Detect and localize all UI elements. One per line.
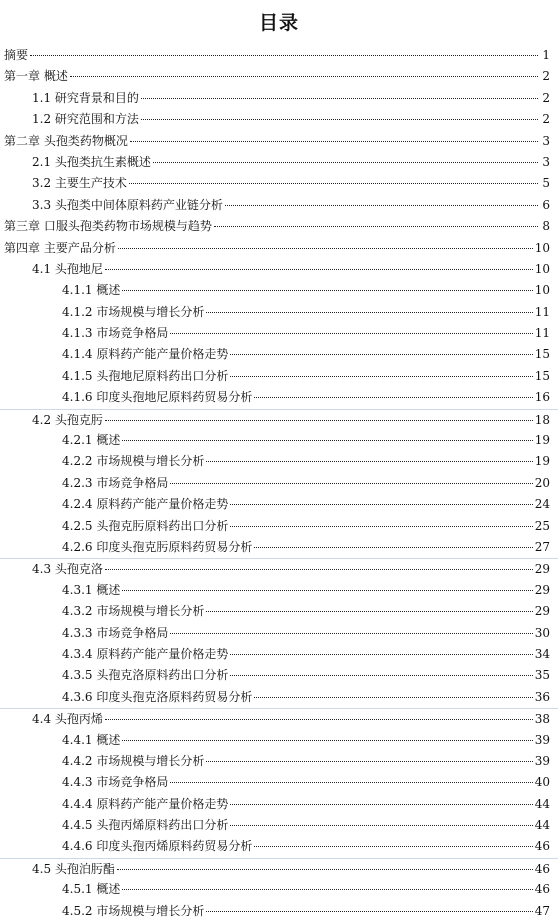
toc-entry-label: 4.3.3 市场竞争格局 bbox=[62, 625, 169, 640]
toc-entry[interactable] bbox=[0, 473, 558, 494]
toc-entry-label: 摘要 bbox=[4, 48, 29, 62]
toc-entry-label: 4.2.4 原料药产能产量价格走势 bbox=[62, 497, 229, 512]
toc-entry-page: 20 bbox=[534, 475, 550, 490]
toc-entry-page: 46 bbox=[534, 882, 550, 897]
toc-dot-leader bbox=[230, 354, 532, 355]
toc-dot-leader bbox=[141, 98, 538, 99]
toc-entry[interactable] bbox=[0, 323, 558, 344]
toc-dot-leader bbox=[122, 290, 532, 291]
toc-entry-page: 16 bbox=[534, 390, 550, 405]
toc-entry[interactable] bbox=[0, 88, 558, 109]
toc-dot-leader bbox=[122, 889, 532, 890]
toc-dot-leader bbox=[206, 611, 532, 612]
toc-entry-label: 4.1.4 原料药产能产量价格走势 bbox=[62, 347, 229, 362]
toc-entry-label: 4.3.5 头孢克洛原料药出口分析 bbox=[62, 668, 229, 683]
toc-dot-leader bbox=[170, 782, 532, 783]
toc-entry[interactable] bbox=[0, 558, 558, 579]
toc-entry-label: 4.4.2 市场规模与增长分析 bbox=[62, 753, 205, 768]
toc-dot-leader bbox=[105, 269, 533, 270]
toc-entry[interactable] bbox=[0, 665, 558, 686]
toc-entry-page: 25 bbox=[534, 518, 550, 533]
toc-dot-leader bbox=[225, 205, 538, 206]
toc-entry[interactable] bbox=[0, 537, 558, 558]
toc-entry[interactable] bbox=[0, 109, 558, 130]
toc-entry-page: 3 bbox=[542, 154, 550, 169]
toc-entry[interactable] bbox=[0, 836, 558, 857]
toc-entry-page: 15 bbox=[534, 347, 550, 362]
toc-entry[interactable] bbox=[0, 280, 558, 301]
toc-entry-page: 2 bbox=[542, 112, 550, 127]
toc-dot-leader bbox=[30, 55, 538, 56]
toc-entry-page: 19 bbox=[534, 433, 550, 448]
toc-entry[interactable] bbox=[0, 259, 558, 280]
toc-dot-leader bbox=[118, 248, 533, 249]
toc-entry-label: 3.3 头孢类中间体原料药产业链分析 bbox=[32, 197, 223, 212]
toc-dot-leader bbox=[122, 590, 532, 591]
toc-entry-label: 4.3.6 印度头孢克洛原料药贸易分析 bbox=[62, 689, 253, 704]
toc-entry-page: 46 bbox=[534, 839, 550, 854]
toc-dot-leader bbox=[170, 633, 532, 634]
toc-entry-label: 第三章 口服头孢类药物市场规模与趋势 bbox=[4, 219, 212, 234]
toc-dot-leader bbox=[206, 312, 532, 313]
toc-entry-page: 10 bbox=[534, 240, 550, 255]
toc-dot-leader bbox=[206, 911, 532, 912]
toc-entry[interactable] bbox=[0, 302, 558, 323]
toc-entry-label: 4.1 头孢地尼 bbox=[32, 261, 103, 276]
toc-entry-label: 4.2.1 概述 bbox=[62, 433, 121, 448]
toc-entry[interactable] bbox=[0, 687, 558, 708]
toc-entry-page: 27 bbox=[534, 539, 550, 554]
toc-entry-label: 4.2.5 头孢克肟原料药出口分析 bbox=[62, 518, 229, 533]
toc-entry-page: 36 bbox=[534, 689, 550, 704]
toc-entry-page: 34 bbox=[534, 646, 550, 661]
toc-entry-label: 4.4.6 印度头孢丙烯原料药贸易分析 bbox=[62, 839, 253, 854]
toc-entry[interactable] bbox=[0, 387, 558, 408]
toc-dot-leader bbox=[214, 226, 538, 227]
toc-entry[interactable] bbox=[0, 152, 558, 173]
toc-dot-leader bbox=[129, 183, 538, 184]
toc-entry-page: 35 bbox=[534, 668, 550, 683]
toc-dot-leader bbox=[105, 719, 533, 720]
toc-entry[interactable] bbox=[0, 623, 558, 644]
toc-entry-label: 4.3.1 概述 bbox=[62, 582, 121, 597]
toc-entry-page: 1 bbox=[542, 48, 550, 62]
toc-entry-label: 4.1.6 印度头孢地尼原料药贸易分析 bbox=[62, 390, 253, 405]
toc-dot-leader bbox=[170, 483, 532, 484]
toc-entry-label: 4.4.3 市场竞争格局 bbox=[62, 775, 169, 790]
toc-entry-page: 39 bbox=[534, 732, 550, 747]
toc-entry[interactable] bbox=[0, 238, 558, 259]
toc-entry[interactable] bbox=[0, 344, 558, 365]
toc-entry[interactable] bbox=[0, 173, 558, 194]
toc-list bbox=[0, 45, 558, 922]
toc-title: 目录 bbox=[258, 12, 299, 34]
toc-entry-label: 4.3 头孢克洛 bbox=[32, 562, 103, 577]
toc-entry[interactable] bbox=[0, 430, 558, 451]
toc-dot-leader bbox=[105, 569, 533, 570]
toc-entry-label: 1.1 研究背景和目的 bbox=[32, 90, 139, 105]
toc-entry[interactable] bbox=[0, 901, 558, 922]
toc-entry[interactable] bbox=[0, 772, 558, 793]
toc-entry[interactable] bbox=[0, 366, 558, 387]
toc-entry-page: 44 bbox=[534, 818, 550, 833]
toc-entry-page: 6 bbox=[542, 197, 550, 212]
toc-entry[interactable] bbox=[0, 45, 558, 66]
toc-entry-label: 2.1 头孢类抗生素概述 bbox=[32, 154, 151, 169]
toc-dot-leader bbox=[254, 547, 532, 548]
toc-entry[interactable] bbox=[0, 66, 558, 87]
toc-entry-label: 4.5.1 概述 bbox=[62, 882, 121, 897]
toc-dot-leader bbox=[117, 869, 533, 870]
toc-entry[interactable] bbox=[0, 730, 558, 751]
toc-entry-page: 29 bbox=[534, 562, 550, 577]
toc-entry-page: 10 bbox=[534, 283, 550, 298]
toc-dot-leader bbox=[230, 376, 532, 377]
toc-entry[interactable] bbox=[0, 216, 558, 237]
toc-entry[interactable] bbox=[0, 494, 558, 515]
toc-dot-leader bbox=[230, 804, 532, 805]
toc-entry-page: 47 bbox=[534, 903, 550, 918]
toc-entry-label: 4.3.4 原料药产能产量价格走势 bbox=[62, 646, 229, 661]
toc-entry-label: 第二章 头孢类药物概况 bbox=[4, 133, 128, 148]
toc-entry-label: 4.4.5 头孢丙烯原料药出口分析 bbox=[62, 818, 229, 833]
toc-entry[interactable] bbox=[0, 131, 558, 152]
toc-entry-page: 38 bbox=[534, 712, 550, 727]
toc-entry-label: 4.1.3 市场竞争格局 bbox=[62, 326, 169, 341]
toc-entry-label: 4.5.2 市场规模与增长分析 bbox=[62, 903, 205, 918]
toc-entry-label: 4.4.1 概述 bbox=[62, 732, 121, 747]
toc-entry-page: 29 bbox=[534, 582, 550, 597]
toc-entry-page: 15 bbox=[534, 368, 550, 383]
toc-entry[interactable] bbox=[0, 516, 558, 537]
toc-entry[interactable] bbox=[0, 794, 558, 815]
toc-entry-page: 44 bbox=[534, 796, 550, 811]
toc-dot-leader bbox=[105, 420, 533, 421]
toc-entry[interactable] bbox=[0, 879, 558, 900]
toc-entry-label: 4.1.2 市场规模与增长分析 bbox=[62, 304, 205, 319]
toc-entry-page: 11 bbox=[534, 326, 550, 341]
toc-entry-label: 4.2 头孢克肟 bbox=[32, 412, 103, 427]
toc-entry-label: 第四章 主要产品分析 bbox=[4, 240, 116, 255]
toc-dot-leader bbox=[153, 162, 538, 163]
toc-dot-leader bbox=[170, 333, 532, 334]
toc-entry[interactable] bbox=[0, 815, 558, 836]
toc-entry-label: 4.3.2 市场规模与增长分析 bbox=[62, 604, 205, 619]
toc-entry-label: 4.2.6 印度头孢克肟原料药贸易分析 bbox=[62, 539, 253, 554]
toc-dot-leader bbox=[254, 846, 532, 847]
toc-dot-leader bbox=[122, 740, 532, 741]
toc-dot-leader bbox=[70, 76, 538, 77]
toc-dot-leader bbox=[230, 654, 532, 655]
toc-entry[interactable] bbox=[0, 601, 558, 622]
toc-entry-page: 10 bbox=[534, 261, 550, 276]
toc-entry-page: 46 bbox=[534, 861, 550, 876]
toc-dot-leader bbox=[230, 504, 532, 505]
toc-entry-label: 4.1.1 概述 bbox=[62, 283, 121, 298]
toc-entry-page: 29 bbox=[534, 604, 550, 619]
toc-entry-page: 24 bbox=[534, 497, 550, 512]
toc-entry-page: 18 bbox=[534, 412, 550, 427]
toc-entry[interactable] bbox=[0, 708, 558, 729]
toc-entry-label: 4.2.3 市场竞争格局 bbox=[62, 475, 169, 490]
toc-dot-leader bbox=[206, 761, 532, 762]
toc-entry-page: 11 bbox=[534, 304, 550, 319]
toc-dot-leader bbox=[122, 440, 532, 441]
toc-dot-leader bbox=[230, 825, 532, 826]
toc-entry-label: 4.4 头孢丙烯 bbox=[32, 712, 103, 727]
toc-dot-leader bbox=[206, 461, 532, 462]
toc-entry-label: 4.1.5 头孢地尼原料药出口分析 bbox=[62, 368, 229, 383]
toc-entry-page: 3 bbox=[542, 133, 550, 148]
toc-dot-leader bbox=[254, 697, 532, 698]
toc-dot-leader bbox=[141, 119, 538, 120]
toc-entry-page: 2 bbox=[542, 90, 550, 105]
toc-entry[interactable] bbox=[0, 580, 558, 601]
toc-entry-page: 8 bbox=[542, 219, 550, 234]
toc-dot-leader bbox=[230, 526, 532, 527]
toc-entry[interactable] bbox=[0, 644, 558, 665]
toc-entry-label: 4.2.2 市场规模与增长分析 bbox=[62, 454, 205, 469]
toc-entry-page: 19 bbox=[534, 454, 550, 469]
toc-entry-label: 第一章 概述 bbox=[4, 69, 68, 84]
toc-entry-page: 5 bbox=[542, 176, 550, 191]
toc-entry-page: 30 bbox=[534, 625, 550, 640]
toc-entry[interactable] bbox=[0, 451, 558, 472]
toc-entry-page: 39 bbox=[534, 753, 550, 768]
toc-dot-leader bbox=[130, 141, 538, 142]
toc-entry-label: 1.2 研究范围和方法 bbox=[32, 112, 139, 127]
toc-entry[interactable] bbox=[0, 195, 558, 216]
toc-entry-label: 4.5 头孢泊肟酯 bbox=[32, 861, 115, 876]
toc-dot-leader bbox=[254, 397, 532, 398]
toc-dot-leader bbox=[230, 675, 532, 676]
toc-entry-label: 4.4.4 原料药产能产量价格走势 bbox=[62, 796, 229, 811]
toc-entry-label: 3.2 主要生产技术 bbox=[32, 176, 127, 191]
toc-entry-page: 2 bbox=[542, 69, 550, 84]
toc-entry[interactable] bbox=[0, 409, 558, 430]
toc-entry-page: 40 bbox=[534, 775, 550, 790]
toc-entry[interactable] bbox=[0, 751, 558, 772]
toc-entry[interactable] bbox=[0, 858, 558, 879]
